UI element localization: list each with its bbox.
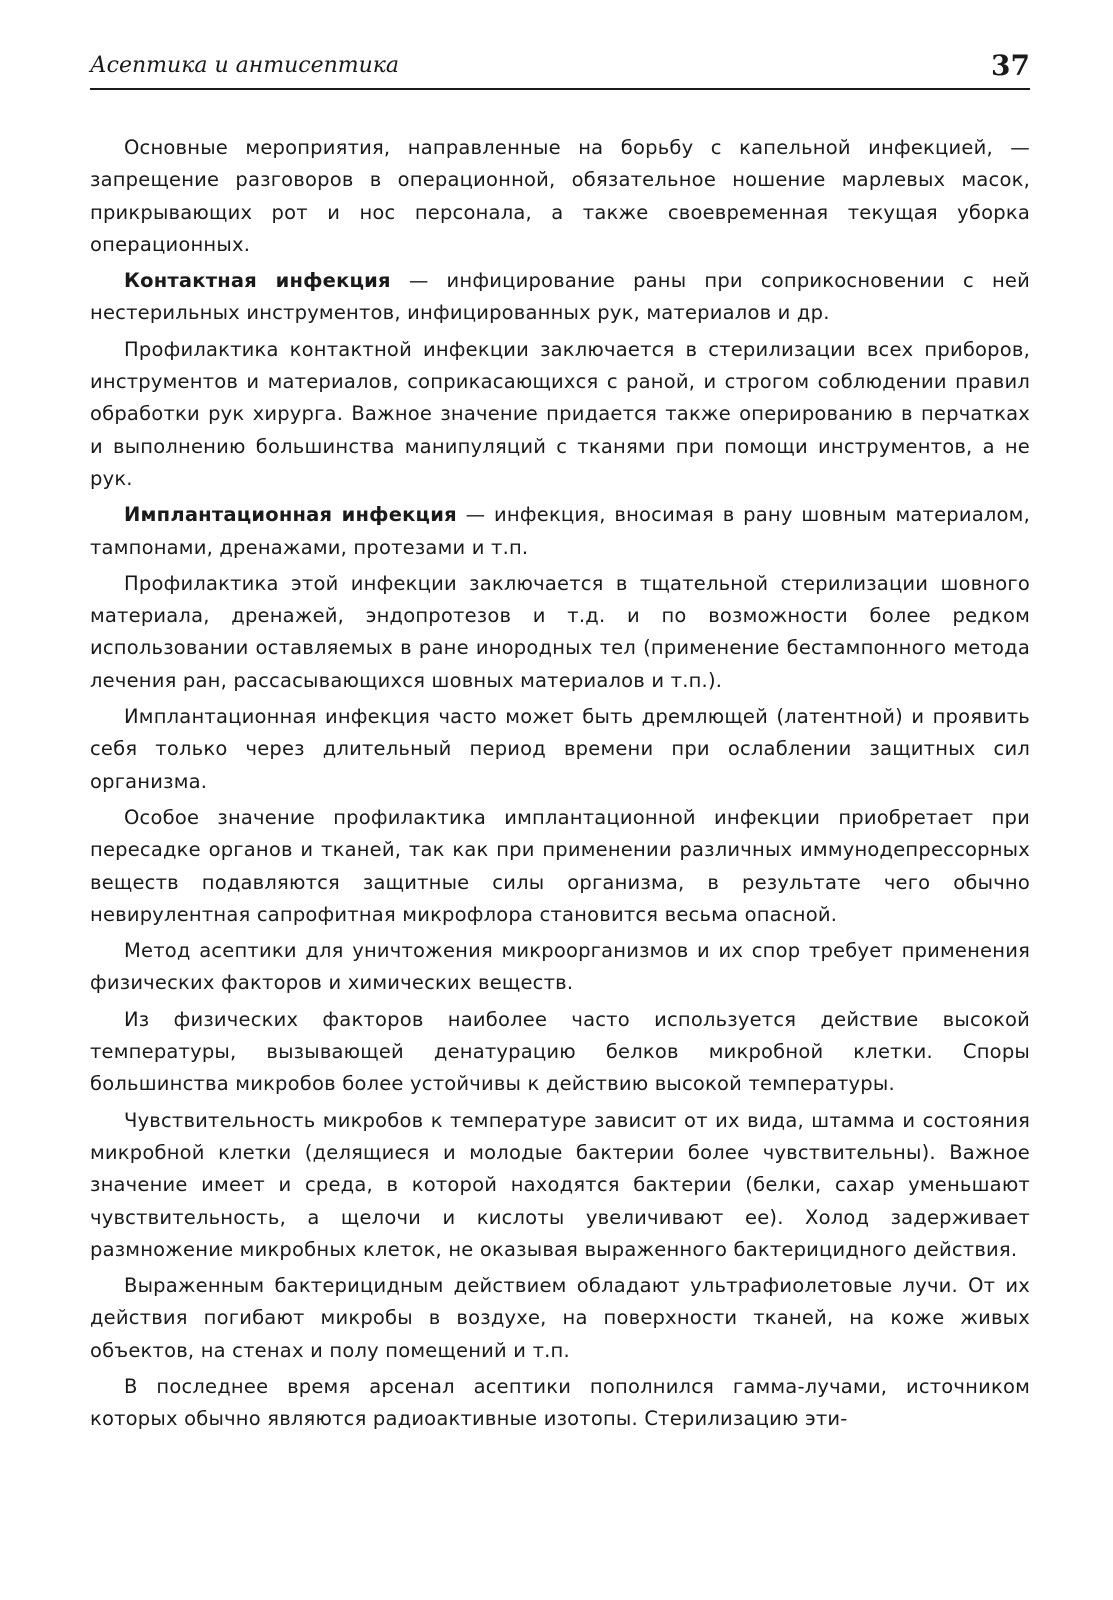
book-page: [90, 40, 1030, 1580]
paragraph-text: Из физических факторов наиболее часто используется действие высокой температуры, вызывающей денатурацию белков микробной клетки. Споры большинства микробов более устойчивы к действию высокой температуры.: [90, 1007, 1030, 1096]
paragraph: [90, 701, 1030, 798]
paragraph: [90, 1371, 1030, 1436]
paragraph-text: Выраженным бактерицидным действием обладают ультрафиолетовые лучи. От их действия погибают микробы в воздухе, на поверхности тканей, на коже живых объектов, на стенах и полу помещений и т.п.: [90, 1274, 1030, 1362]
paragraph: [90, 1004, 1030, 1101]
paragraph-text: В последнее время арсенал асептики пополнился гамма-лучами, источником которых обычно являются радиоактивные изотопы. Стерилизацию эти-: [90, 1374, 1030, 1431]
paragraph: [90, 1105, 1030, 1266]
paragraph-text: Особое значение профилактика имплантационной инфекции приобретает при пересадке органов и тканей, так как при применении различных иммунодепрессорных веществ подавляются защитные силы организма, в результате чего обычно невирулентная сапрофитная микрофлора становится весьма опасной.: [90, 805, 1030, 926]
paragraph: [90, 265, 1030, 330]
paragraph-text: Метод асептики для уничтожения микроорганизмов и их спор требует применения физических факторов и химических веществ.: [90, 939, 1030, 995]
paragraph-text: Профилактика контактной инфекции заключается в стерилизации всех приборов, инструментов и материалов, соприкасающихся с раной, и строгом соблюдении правил обработки рук хирурга. Важное значение придается также оперированию в перчатках и выполнению большинства манипуляций с тканями при помощи инструментов, а не рук.: [90, 337, 1030, 490]
paragraph: [90, 334, 1030, 495]
paragraph: [90, 568, 1030, 697]
running-title: Асептика и антисептика: [90, 53, 400, 78]
paragraph-text: Профилактика этой инфекции заключается в тщательной стерилизации шовного материала, дренажей, эндопротезов и т.д. и по возможности более редком использовании оставляемых в ране инородных тел (применение бестампонного метода лечения ран, рассасывающихся шовных материалов и т.п.).: [90, 571, 1030, 692]
paragraph-term: Имплантационная инфекция: [124, 503, 457, 527]
paragraph: [90, 802, 1030, 931]
paragraph: [90, 935, 1030, 1000]
paragraph: [90, 132, 1030, 261]
paragraph-text: Чувствительность микробов к температуре зависит от их вида, штамма и состояния микробной клетки (делящиеся и молодые бактерии более чувствительны). Важное значение имеет и среда, в которой находятся бактерии (белки, сахар уменьшают чувствительность, а щелочи и кислоты увеличивают ее). Холод задерживает размножение микробных клеток, не оказывая выраженного бактерицидного действия.: [90, 1108, 1030, 1261]
page-header: [90, 40, 1030, 90]
paragraph: [90, 1270, 1030, 1367]
paragraph: [90, 499, 1030, 564]
paragraph-text: Основные мероприятия, направленные на борьбу с капельной инфекцией, — запрещение разговоров в операционной, обязательное ношение марлевых масок, прикрывающих рот и нос персонала, а также своевременная текущая уборка операционных.: [90, 136, 1030, 256]
paragraph-text: Имплантационная инфекция часто может быть дремлющей (латентной) и проявить себя только через длительный период времени при ослаблении защитных сил организма.: [90, 705, 1030, 793]
body-text: [90, 132, 1030, 1436]
paragraph-text: — инфекция, вносимая в рану шовным материалом, тампонами, дренажами, протезами и т.п.: [90, 503, 1030, 559]
paragraph-term: Контактная инфекция: [124, 269, 391, 293]
page-number: 37: [991, 49, 1030, 82]
paragraph-text: — инфицирование раны при соприкосновении с ней нестерильных инструментов, инфицированных рук, материалов и др.: [90, 269, 1030, 325]
